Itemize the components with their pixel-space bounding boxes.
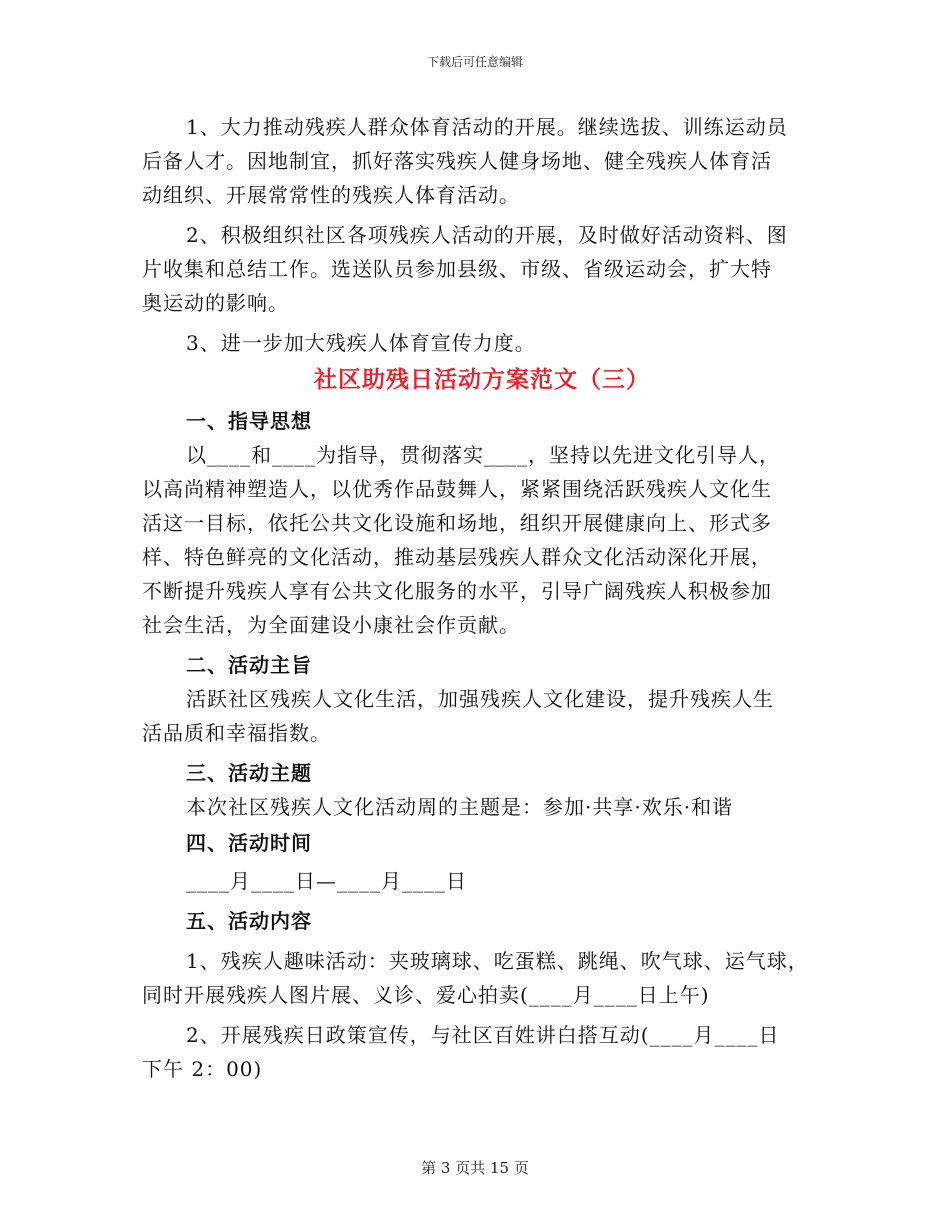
paragraph-line: 社会生活，为全面建设小康社会作贡献。 <box>142 613 520 637</box>
content-item-1 <box>142 944 822 1012</box>
page-footer: 第 3 页共 15 页 <box>421 1159 529 1177</box>
document-title: 社区助残日活动方案范文（三） <box>314 366 650 393</box>
paragraph-line: 3、进一步加大残疾人体育宣传力度。 <box>186 331 536 355</box>
paragraph-line: 活这一目标，依托公共文化设施和场地，组织开展健康向上、形式多 <box>142 511 772 535</box>
content-item-2 <box>142 1018 822 1086</box>
section-heading-activity-content: 五、活动内容 <box>186 909 312 933</box>
section-body-guiding-ideology <box>142 438 822 642</box>
section-heading-activity-time: 四、活动时间 <box>186 831 312 855</box>
paragraph-3 <box>142 326 822 360</box>
paragraph-2 <box>142 218 822 320</box>
paragraph-line: 1、残疾人趣味活动：夹玻璃球、吃蛋糕、跳绳、吹气球、运气球， <box>186 949 809 973</box>
paragraph-line: 不断提升残疾人享有公共文化服务的水平，引导广阔残疾人积极参加 <box>142 579 772 603</box>
paragraph-line: 后备人才。因地制宜，抓好落实残疾人健身场地、健全残疾人体育活 <box>142 149 772 173</box>
paragraph-line: 2、开展残疾日政策宣传，与社区百姓讲白搭互动(____月____日 <box>186 1023 780 1047</box>
page-header: 下载后可任意编辑 <box>426 55 523 69</box>
paragraph-line: 活品质和幸福指数。 <box>142 721 331 745</box>
paragraph-line: 2、积极组织社区各项残疾人活动的开展，及时做好活动资料、图 <box>186 223 788 247</box>
paragraph-line: 以高尚精神塑造人，以优秀作品鼓舞人，紧紧围绕活跃残疾人文化生 <box>142 477 772 501</box>
section-heading-guiding-ideology: 一、指导思想 <box>186 409 312 433</box>
paragraph-line: 1、大力推动残疾人群众体育活动的开展。继续选拔、训练运动员 <box>186 115 788 139</box>
section-body-activity-purpose <box>142 682 822 750</box>
paragraph-line: 本次社区残疾人文化活动周的主题是：参加·共享·欢乐·和谐 <box>186 795 734 819</box>
section-heading-activity-theme: 三、活动主题 <box>186 761 312 785</box>
paragraph-line: 奥运动的影响。 <box>142 291 289 315</box>
paragraph-line: 下午 2：00) <box>142 1057 263 1081</box>
paragraph-line: 同时开展残疾人图片展、义诊、爱心拍卖(____月____日上午) <box>142 983 710 1007</box>
section-body-activity-content <box>142 944 822 1086</box>
paragraph-line: 以____和____为指导，贯彻落实____，坚持以先进文化引导人， <box>186 443 780 467</box>
paragraph-1 <box>142 110 822 212</box>
paragraph-line: 样、特色鲜亮的文化活动，推动基层残疾人群众文化活动深化开展， <box>142 545 772 569</box>
paragraph-line: 动组织、开展常常性的残疾人体育活动。 <box>142 183 520 207</box>
paragraph-line: 活跃社区残疾人文化生活，加强残疾人文化建设，提升残疾人生 <box>186 687 774 711</box>
paragraph-line: 片收集和总结工作。选送队员参加县级、市级、省级运动会，扩大特 <box>142 257 772 281</box>
section-heading-activity-purpose: 二、活动主旨 <box>186 653 312 677</box>
document-body <box>142 110 822 1086</box>
paragraph-line: ____月____日—____月____日 <box>186 869 467 893</box>
